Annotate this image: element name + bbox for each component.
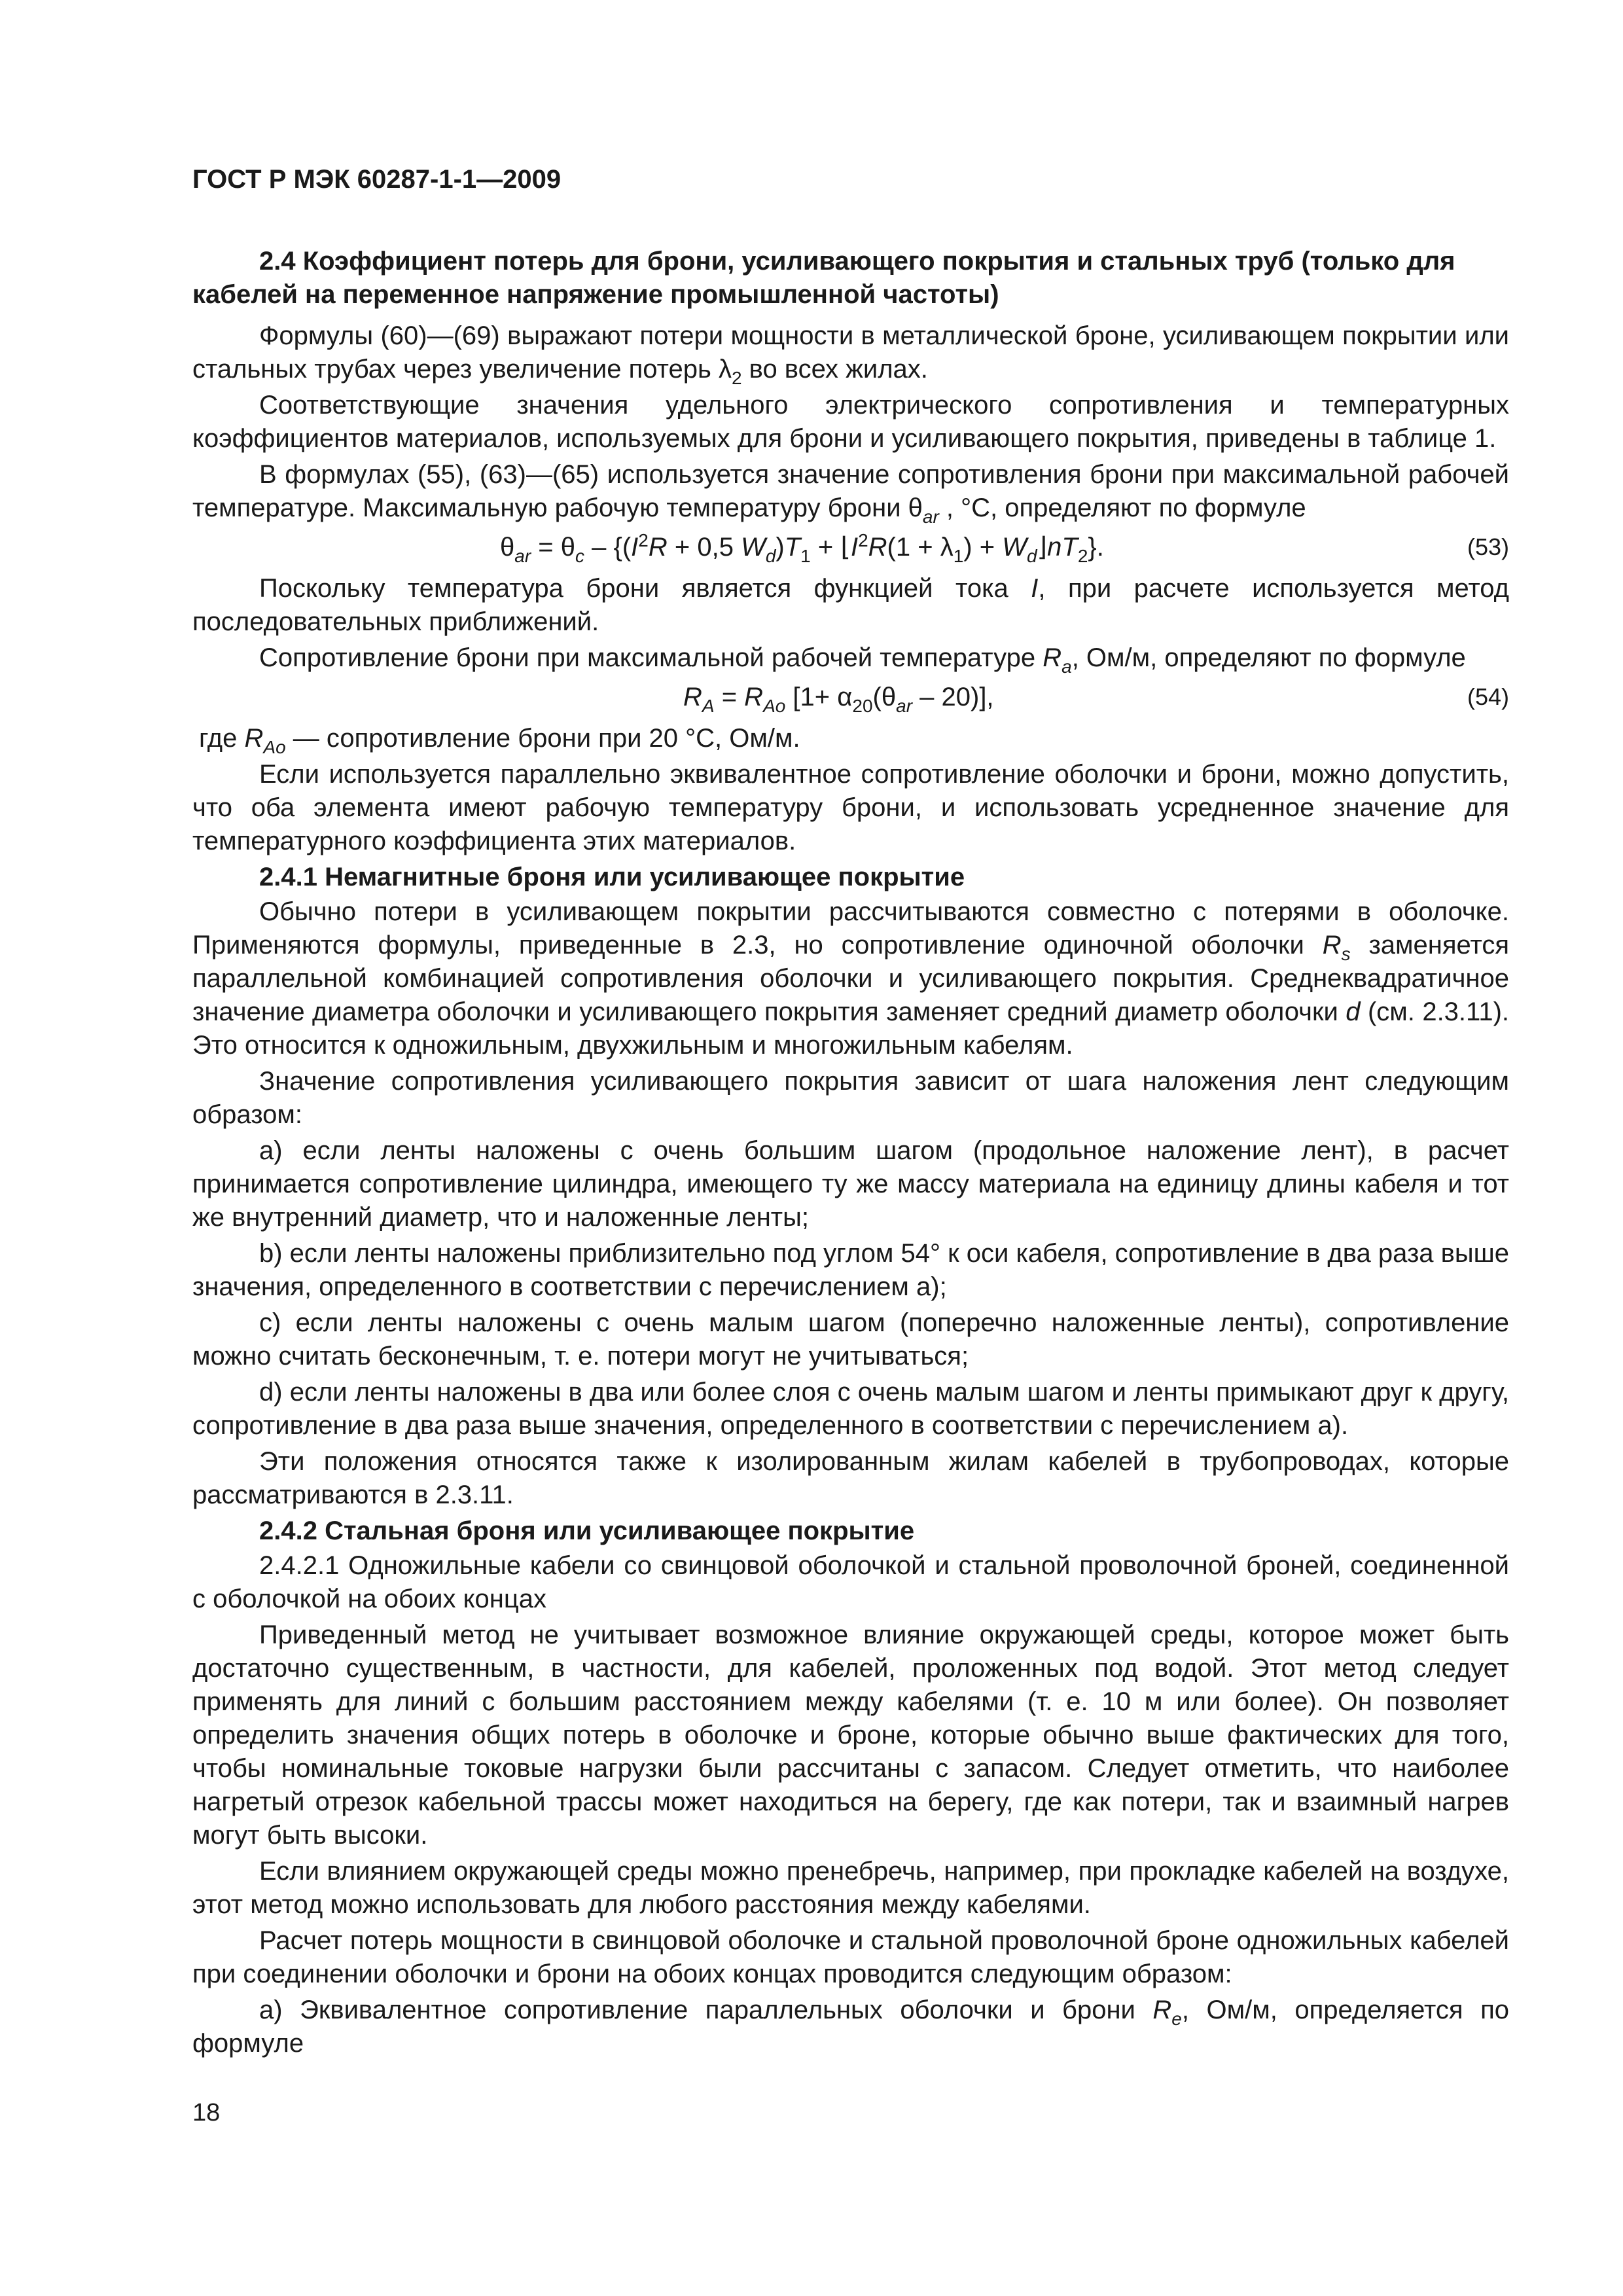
paragraph-formulas-60-69: Формулы (60)—(69) выражают потери мощности в металлической броне, усиливающем покрытии или стальных трубах через увеличение потерь $\lambda_2$ во всех жилах. <box>192 321 1509 388</box>
equation-53 <box>192 529 1509 565</box>
list-item-a: а) если ленты наложены с очень большим шагом (продольное наложение лент), в расчет принимается сопротивление цилиндра, имеющего ту же массу материала на единицу длины кабеля и тот же внутренний диаметр, что и наложенные ленты; <box>192 1136 1509 1232</box>
equation-53-formula: $\theta_{ar} = \theta_c - \{(I^2R + 0,5$ $W_d)T_1$ + $⌊I^2R(1 + \lambda_1)$ + $W_d⌋nT_2$}. <box>500 530 1104 566</box>
paragraph-table-1-reference: Соответствующие значения удельного электрического сопротивления и температурных коэффициентов материалов, используемых для брони и усиливающего покрытия, приведены в таблице 1. <box>192 391 1509 453</box>
paragraph-air-installation: Если влиянием окружающей среды можно пренебречь, например, при прокладке кабелей на воздухе, этот метод можно использовать для любого расстояния между кабелями. <box>192 1857 1509 1919</box>
document-page <box>192 164 1509 2063</box>
paragraph-method-limitations: Приведенный метод не учитывает возможное влияние окружающей среды, которое может быть достаточно существенным, в частности, для кабелей, проложенных под водой. Этот метод следует применять для линий с большим расстоянием между кабелями (т. е. 10 м или более). Он позволяет определить значения общих потерь в оболочке и броне, которые обычно выше фактических для того, чтобы номинальные токовые нагрузки были рассчитаны с запасом. Следует отметить, что наиболее нагретый отрезок кабельной трассы может находиться на берегу, где как потери, так и взаимный нагрев могут быть высоки. <box>192 1621 1509 1850</box>
equation-54 <box>192 679 1509 715</box>
equation-54-formula: $R_A = R_{Ao}$ $[1+ \alpha_{20}(\theta_{ar} - 20)]$, <box>683 683 994 716</box>
section-2-4-heading: 2.4 Коэффициент потерь для брони, усиливающего покрытия и стальных труб (только для кабелей на переменное напряжение промышленной частоты) <box>192 247 1455 309</box>
paragraph-successive-approximation: Поскольку температура брони является функцией тока I, при расчете используется метод последовательных приближений. <box>192 574 1510 636</box>
page-number: 18 <box>192 2099 221 2126</box>
paragraph-armour-resistance: Сопротивление брони при максимальной рабочей температуре $R_a$, Ом/м, определяют по формуле <box>259 643 1466 677</box>
subsection-2-4-2-heading: 2.4.2 Стальная броня или усиливающее покрытие <box>259 1516 915 1545</box>
list-item-b: b) если ленты наложены приблизительно под углом 54° к оси кабеля, сопротивление в два раза выше значения, определенного в соответствии с перечислением а); <box>192 1239 1509 1301</box>
equation-53-number: (53) <box>1467 533 1509 560</box>
paragraph-parallel-resistance: Если используется параллельно эквивалентное сопротивление оболочки и брони, можно допустить, что оба элемента имеют рабочую температуру брони, и использовать усредненное значение для температурного коэффициента этих материалов. <box>192 760 1509 855</box>
document-header: ГОСТ Р МЭК 60287-1-1—2009 <box>192 165 562 194</box>
paragraph-max-temperature: В формулах (55), (63)—(65) используется значение сопротивления брони при максимальной рабочей температуре. Максимальную рабочую температуру брони $\theta_{ar}$ , °С, определяют по формуле <box>192 460 1509 527</box>
list-item-c: с) если ленты наложены с очень малым шагом (поперечно наложенные ленты), сопротивление можно считать бесконечным, т. е. потери могут не учитываться; <box>192 1308 1509 1371</box>
paragraph-pipe-cables: Эти положения относятся также к изолированным жилам кабелей в трубопроводах, которые рассматриваются в 2.3.11. <box>192 1447 1509 1509</box>
paragraph-equivalent-resistance: а) Эквивалентное сопротивление параллельных оболочки и брони $R_e$, Ом/м, определяется по формуле <box>192 1996 1509 2058</box>
paragraph-2-4-2-1: 2.4.2.1 Одножильные кабели со свинцовой оболочкой и стальной проволочной броней, соединенной с оболочкой на обоих концах <box>192 1551 1509 1613</box>
paragraph-loss-calculation: Расчет потерь мощности в свинцовой оболочке и стальной проволочной броне одножильных кабелей при соединении оболочки и брони на обоих концах проводится следующим образом: <box>192 1926 1509 1988</box>
list-item-d: d) если ленты наложены в два или более слоя с очень малым шагом и ленты примыкают друг к другу, сопротивление в два раза выше значения, определенного в соответствии с перечислением а). <box>192 1378 1509 1440</box>
paragraph-tape-pitch: Значение сопротивления усиливающего покрытия зависит от шага наложения лент следующим образом: <box>192 1067 1509 1129</box>
paragraph-where-rao: где $R_{Ao}$ — сопротивление брони при 20 °С, Ом/м. <box>199 724 800 757</box>
subsection-2-4-1-heading: 2.4.1 Немагнитные броня или усиливающее покрытие <box>259 863 965 891</box>
equation-54-number: (54) <box>1467 683 1509 710</box>
paragraph-reinforcement-losses: Обычно потери в усиливающем покрытии рассчитываются совместно с потерями в оболочке. Применяются формулы, приведенные в 2.3, но сопротивление одиночной оболочки $R_s$ заменяется параллельной комбинацией сопротивления оболочки и усиливающего покрытия. Среднеквадратичное значение диаметра оболочки и усиливающего покрытия заменяет средний диаметр оболочки d (см. 2.3.11). Это относится к одножильным, двухжильным и многожильным кабелям. <box>192 897 1510 1060</box>
